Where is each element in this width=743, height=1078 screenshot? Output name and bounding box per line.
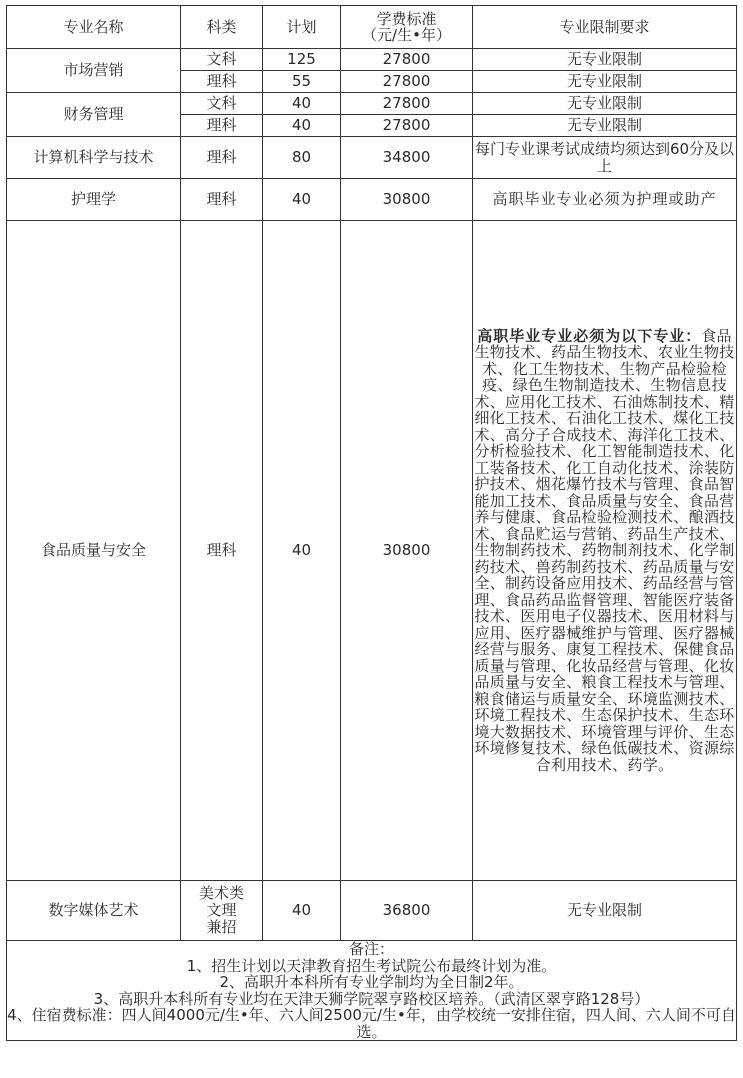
requirement: 高职毕业专业必须为护理或助产 [473,179,737,221]
tuition-fee: 30800 [341,179,473,221]
tuition-fee: 27800 [341,71,473,93]
major-name: 数字媒体艺术 [7,881,181,941]
major-name: 护理学 [7,179,181,221]
plan-count: 80 [263,137,341,179]
notes-title: 备注： [348,940,394,958]
note-item: 4、住宿费标准：四人间4000元/生•年、六人间2500元/生•年，由学校统一安排住宿，四人间、六人间不可自选。 [7,1006,736,1041]
table-row [7,881,737,941]
plan-count: 40 [263,93,341,115]
category-line: 文理 [206,901,237,919]
plan-count: 40 [263,115,341,137]
requirement: 每门专业课考试成绩均须达到60分及以上 [473,137,737,179]
header-category: 科类 [181,6,263,49]
requirement: 无专业限制 [473,93,737,115]
tuition-fee: 27800 [341,49,473,71]
category: 理科 [181,115,263,137]
requirement-list: 食品生物技术、药品生物技术、农业生物技术、化工生物技术、生物产品检验检疫、绿色生物制造技术、生物信息技术、应用化工技术、石油炼制技术、精细化工技术、石油化工技术、煤化工技术、高分子合成技术、海洋化工技术、分析检验技术、化工智能制造技术、化工装备技术、化工自动化技术、涂装防护技术、烟花爆竹技术与管理、食品智能加工技术、食品质量与安全、食品营养与健康、食品检验检测技术、酿酒技术、食品贮运与营销、药品生产技术、生物制药技术、药物制剂技术、化学制药技术、兽药制药技术、药品质量与安全、制药设备应用技术、药品经营与管理、食品药品监督管理、智能医疗装备技术、医用电子仪器技术、医用材料与应用、医疗器械维护与管理、医疗器械经营与服务、康复工程技术、保健食品质量与管理、化妆品经营与管理、化妆品质量与安全、粮食工程技术与管理、粮食储运与质量安全、环境监测技术、环境工程技术、生态保护技术、生态环境大数据技术、环境管理与评价、生态环境修复技术、绿色低碳技术、资源综合利用技术、药学。 [474,326,735,774]
requirement: 无专业限制 [473,881,737,941]
plan-count: 125 [263,49,341,71]
requirement: 无专业限制 [473,115,737,137]
tuition-fee: 34800 [341,137,473,179]
major-name: 财务管理 [7,93,181,137]
plan-count: 40 [263,221,341,881]
category [181,881,263,941]
note-item: 3、高职升本科所有专业均在天津天狮学院翠亨路校区培养。（武清区翠亨路128号） [93,989,650,1008]
tuition-fee: 36800 [341,881,473,941]
category-line: 美术类 [198,884,244,902]
header-fee [341,6,473,49]
category: 理科 [181,71,263,93]
plan-count: 40 [263,881,341,941]
notes [7,941,737,1041]
table-header-row [7,6,737,49]
table-row [7,221,737,881]
plan-count: 40 [263,179,341,221]
table-row [7,137,737,179]
major-name: 计算机科学与技术 [7,137,181,179]
category-line: 兼招 [206,918,237,936]
table-row [7,49,737,71]
note-item: 2、高职升本科所有专业学制均为全日制2年。 [219,973,524,991]
table-row [7,93,737,115]
category: 理科 [181,137,263,179]
plan-count: 55 [263,71,341,93]
category: 文科 [181,49,263,71]
table-row [7,179,737,221]
category: 理科 [181,179,263,221]
requirement [473,221,737,881]
header-fee-line1: 学费标准 [376,10,437,28]
tuition-fee: 30800 [341,221,473,881]
requirement: 无专业限制 [473,49,737,71]
notes-row [7,941,737,1041]
category: 文科 [181,93,263,115]
header-fee-line2: （元/生•年） [362,26,451,44]
header-major: 专业名称 [7,6,181,49]
major-name: 市场营销 [7,49,181,93]
enrollment-plan-table [6,5,737,1041]
tuition-fee: 27800 [341,93,473,115]
note-item: 1、招生计划以天津教育招生考试院公布最终计划为准。 [186,956,557,975]
requirement: 无专业限制 [473,71,737,93]
header-plan: 计划 [263,6,341,49]
category: 理科 [181,221,263,881]
requirement-emphasis: 高职毕业专业必须为以下专业： [477,326,702,345]
major-name: 食品质量与安全 [7,221,181,881]
tuition-fee: 27800 [341,115,473,137]
header-requirement: 专业限制要求 [473,6,737,49]
